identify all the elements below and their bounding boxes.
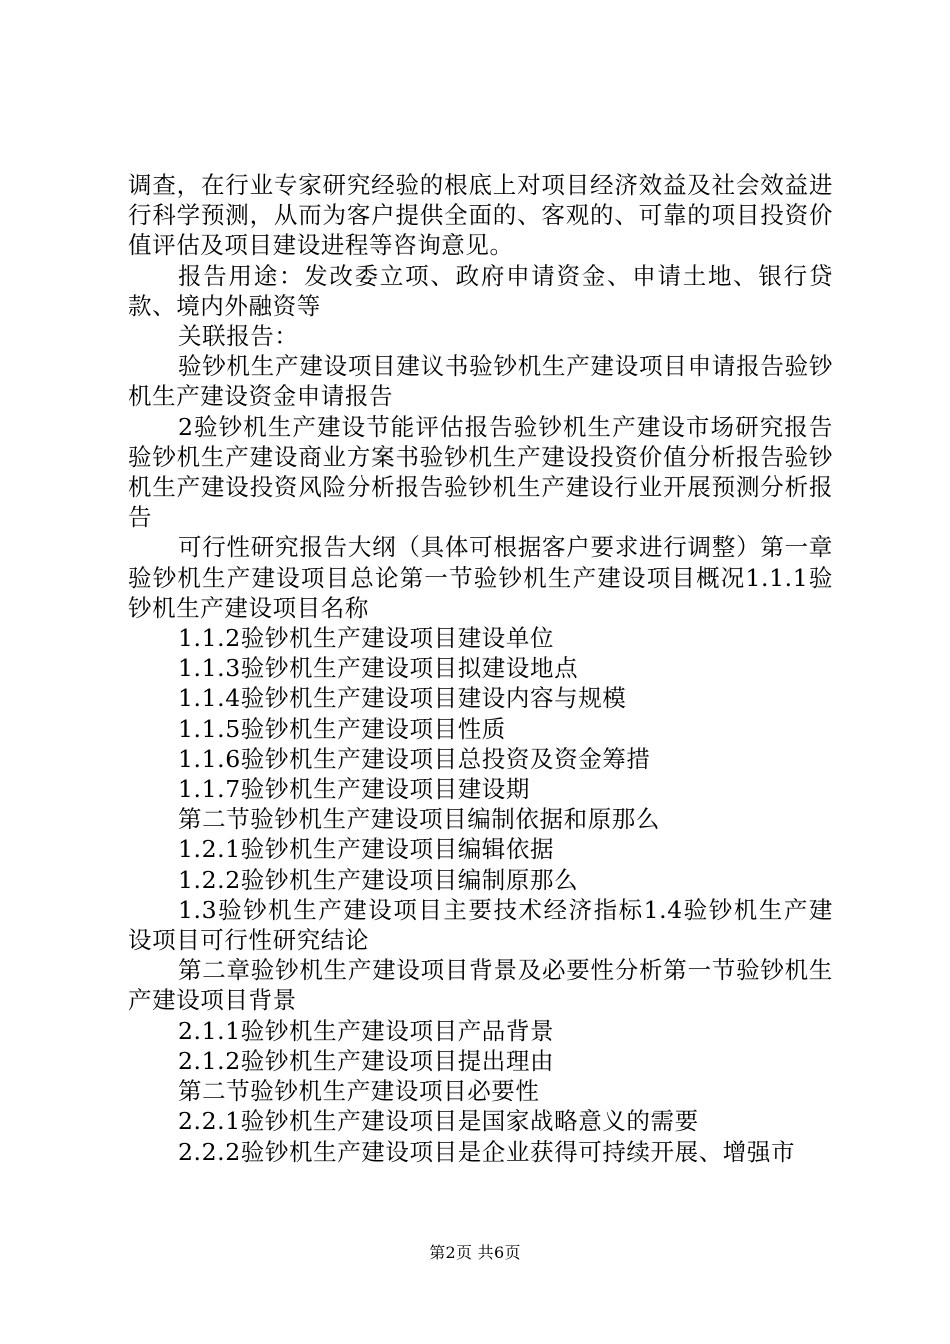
paragraph-related-reports-1: 验钞机生产建设项目建议书验钞机生产建设项目申请报告验钞机生产建设资金申请报告 (128, 352, 833, 411)
outline-item-1-1-2: 1.1.2验钞机生产建设项目建设单位 (178, 624, 555, 653)
outline-item-2-2-2: 2.2.2验钞机生产建设项目是企业获得可持续开展、增强市 (178, 1137, 796, 1166)
outline-item-2-2-1: 2.2.1验钞机生产建设项目是国家战略意义的需要 (178, 1107, 699, 1136)
page-footer (0, 1243, 950, 1263)
outline-item-1-1-7: 1.1.7验钞机生产建设项目建设期 (178, 775, 530, 804)
outline-item-1-3-1-4: 1.3验钞机生产建设项目主要技术经济指标1.4验钞机生产建设项目可行性研究结论 (128, 895, 833, 955)
paragraph-intro-continued: 调查，在行业专家研究经验的根底上对项目经济效益及社会效益进行科学预测，从而为客户提供全面的、客观的、可靠的项目投资价值评估及项目建设进程等咨询意见。 (128, 171, 833, 260)
paragraph-outline-intro: 可行性研究报告大纲（具体可根据客户要求进行调整）第一章验钞机生产建设项目总论第一节验钞机生产建设项目概况1.1.1验钞机生产建设项目名称 (128, 533, 833, 622)
paragraph-related-reports-2: 2验钞机生产建设节能评估报告验钞机生产建设市场研究报告验钞机生产建设商业方案书验钞机生产建设投资价值分析报告验钞机生产建设投资风险分析报告验钞机生产建设行业开展预测分析报告 (128, 412, 833, 532)
paragraph-related-reports-heading: 关联报告： (178, 322, 299, 351)
outline-section-1-2: 第二节验钞机生产建设项目编制依据和原那么 (178, 805, 660, 834)
outline-item-1-1-4: 1.1.4验钞机生产建设项目建设内容与规模 (178, 684, 627, 713)
outline-item-1-1-6: 1.1.6验钞机生产建设项目总投资及资金筹措 (178, 744, 651, 773)
outline-item-1-2-2: 1.2.2验钞机生产建设项目编制原那么 (178, 865, 579, 894)
outline-section-2-2: 第二节验钞机生产建设项目必要性 (178, 1077, 540, 1106)
outline-item-1-2-1: 1.2.1验钞机生产建设项目编辑依据 (178, 835, 555, 864)
outline-item-1-1-5: 1.1.5验钞机生产建设项目性质 (178, 714, 506, 743)
paragraph-report-usage: 报告用途：发改委立项、政府申请资金、申请土地、银行贷款、境内外融资等 (128, 261, 833, 320)
outline-item-2-1-2: 2.1.2验钞机生产建设项目提出理由 (178, 1046, 555, 1075)
page-number-label: 第2页 共6页 (429, 1243, 521, 1262)
document-body (128, 170, 833, 1167)
outline-item-2-1-1: 2.1.1验钞机生产建设项目产品背景 (178, 1016, 555, 1045)
outline-item-1-1-3: 1.1.3验钞机生产建设项目拟建设地点 (178, 654, 579, 683)
outline-chapter-2: 第二章验钞机生产建设项目背景及必要性分析第一节验钞机生产建设项目背景 (128, 956, 833, 1015)
